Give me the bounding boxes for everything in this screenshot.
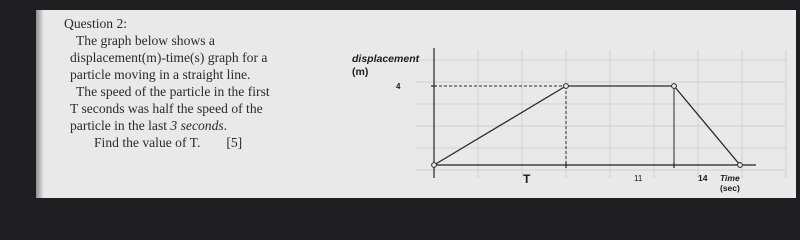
question-line-6 [66, 117, 346, 134]
graph-axes [431, 48, 756, 178]
graph-guides [434, 86, 674, 165]
question-task: Find the value of T. [94, 135, 201, 150]
y-axis-label: displacement [352, 53, 420, 65]
question-line-1: The graph below shows a [76, 33, 215, 48]
page-edge-shadow [36, 10, 44, 198]
x-tick-label-11: 11 [634, 174, 643, 183]
x-tick-label-14: 14 [698, 173, 708, 183]
graph-labels [352, 53, 740, 193]
x-tick-label-T: T [523, 172, 531, 186]
question-text [66, 15, 346, 151]
question-marks: [5] [226, 135, 243, 150]
y-axis-unit: (m) [352, 66, 369, 78]
data-point [432, 163, 437, 168]
y-tick-label-4: 4 [396, 82, 401, 91]
displacement-line [434, 86, 740, 165]
question-task-line [66, 134, 346, 151]
graph-grid [416, 50, 786, 178]
displacement-time-graph [352, 10, 796, 198]
question-line-2: displacement(m)-time(s) graph for a [70, 50, 268, 65]
question-line-6-end: . [223, 118, 228, 133]
question-heading: Question 2: [64, 16, 128, 31]
x-axis-unit: (sec) [720, 183, 740, 193]
question-line-3: particle moving in a straight line. [70, 67, 251, 82]
question-line-5: T seconds was half the speed of the [70, 101, 263, 116]
x-axis-label: Time [720, 173, 740, 183]
worksheet-page [36, 10, 796, 198]
data-point [738, 163, 743, 168]
data-point [564, 84, 569, 89]
data-point [672, 84, 677, 89]
question-line-6-text: particle in the last [70, 118, 171, 133]
question-line-4: The speed of the particle in the first [76, 84, 270, 99]
question-line-6-italic: 3 seconds [170, 118, 224, 133]
